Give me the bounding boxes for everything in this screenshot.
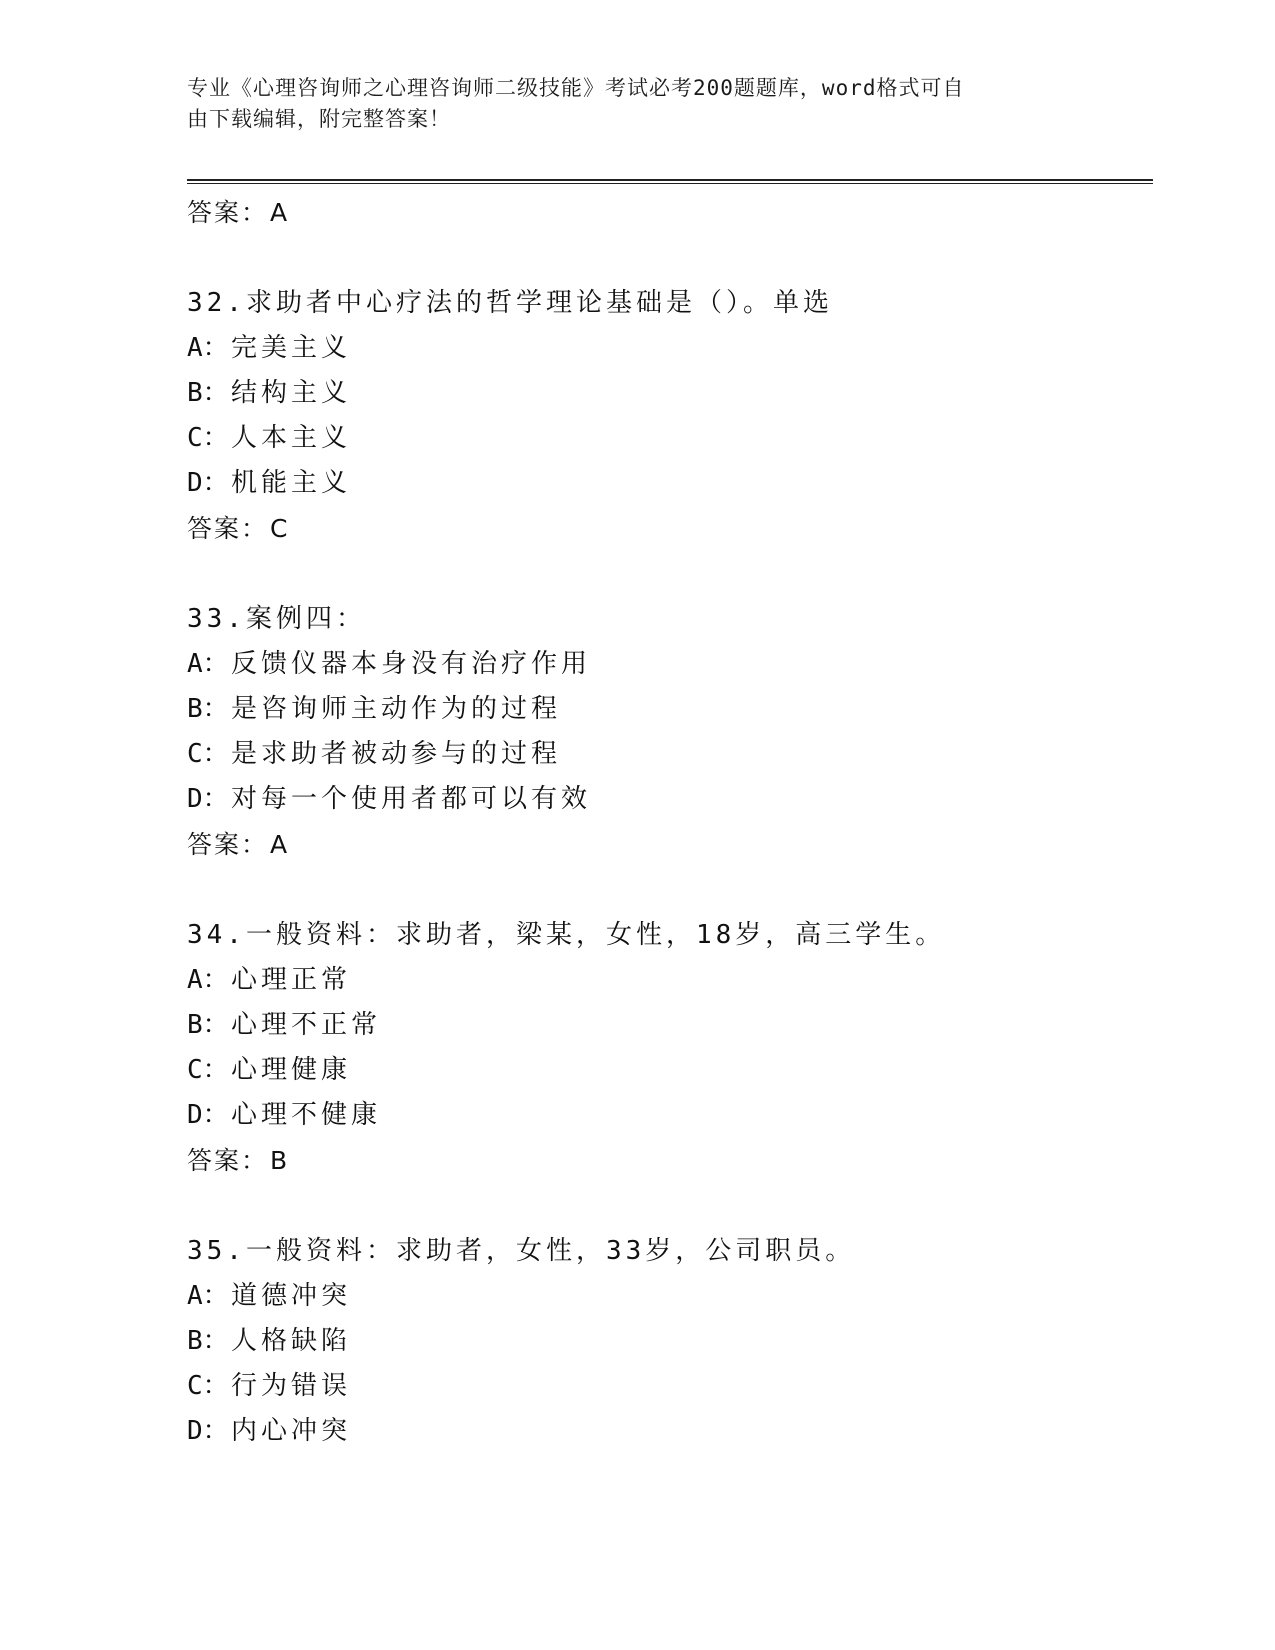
answer-value: A <box>270 198 288 227</box>
option-key: B： <box>187 378 229 408</box>
option-c <box>187 732 1147 777</box>
question-stem: 33.案例四： <box>187 604 366 634</box>
option-d <box>187 461 1147 506</box>
option-b <box>187 687 1147 732</box>
answer-label: 答案： <box>187 198 269 227</box>
option-key: C： <box>187 423 229 453</box>
option-key: C： <box>187 739 229 769</box>
header-line-1: 专业《心理咨询师之心理咨询师二级技能》考试必考200题题库，word格式可自 <box>187 76 965 100</box>
option-a <box>187 1274 1147 1319</box>
option-text: 反馈仪器本身没有治疗作用 <box>231 649 592 679</box>
answer-label: 答案： <box>187 1146 269 1175</box>
document-header <box>187 73 1067 135</box>
option-d <box>187 1409 1147 1454</box>
option-c <box>187 1364 1147 1409</box>
option-a <box>187 326 1147 371</box>
option-key: B： <box>187 1010 229 1040</box>
option-text: 是求助者被动参与的过程 <box>231 739 562 769</box>
question-list <box>187 190 1147 1454</box>
option-text: 行为错误 <box>231 1371 352 1401</box>
option-c <box>187 416 1147 461</box>
answer-label: 答案： <box>187 514 269 543</box>
question-33 <box>187 596 1147 868</box>
option-a <box>187 642 1147 687</box>
answer <box>187 506 1147 552</box>
option-d <box>187 1093 1147 1138</box>
answer-label: 答案： <box>187 830 269 859</box>
option-a <box>187 958 1147 1003</box>
question-35 <box>187 1228 1147 1454</box>
question-32 <box>187 280 1147 552</box>
option-key: B： <box>187 1326 229 1356</box>
option-text: 内心冲突 <box>231 1416 352 1446</box>
option-key: A： <box>187 1281 229 1311</box>
option-text: 心理不正常 <box>231 1010 382 1040</box>
option-b <box>187 1003 1147 1048</box>
option-text: 是咨询师主动作为的过程 <box>231 694 562 724</box>
answer-value: A <box>270 830 288 859</box>
spacer <box>187 552 1147 596</box>
option-key: B： <box>187 694 229 724</box>
question-34 <box>187 912 1147 1184</box>
option-key: D： <box>187 784 229 814</box>
question-stem: 35.一般资料：求助者，女性，33岁，公司职员。 <box>187 1236 856 1266</box>
answer-value: B <box>270 1146 288 1175</box>
option-key: A： <box>187 649 229 679</box>
spacer <box>187 1184 1147 1228</box>
spacer <box>187 236 1147 280</box>
spacer <box>187 868 1147 912</box>
option-text: 机能主义 <box>231 468 352 498</box>
header-line-2: 由下载编辑，附完整答案！ <box>187 107 451 131</box>
option-text: 完美主义 <box>231 333 352 363</box>
option-key: C： <box>187 1371 229 1401</box>
question-stem: 32.求助者中心疗法的哲学理论基础是（）。单选 <box>187 288 833 318</box>
option-text: 人本主义 <box>231 423 352 453</box>
answer <box>187 1138 1147 1184</box>
option-b <box>187 1319 1147 1364</box>
option-key: D： <box>187 1416 229 1446</box>
option-key: A： <box>187 333 229 363</box>
answer <box>187 822 1147 868</box>
option-text: 对每一个使用者都可以有效 <box>231 784 592 814</box>
option-text: 结构主义 <box>231 378 352 408</box>
option-c <box>187 1048 1147 1093</box>
option-key: A： <box>187 965 229 995</box>
header-divider <box>187 179 1153 184</box>
option-key: C： <box>187 1055 229 1085</box>
answer-value: C <box>270 514 288 543</box>
option-key: D： <box>187 468 229 498</box>
option-text: 道德冲突 <box>231 1281 352 1311</box>
option-text: 人格缺陷 <box>231 1326 352 1356</box>
option-d <box>187 777 1147 822</box>
option-text: 心理不健康 <box>231 1100 382 1130</box>
option-text: 心理正常 <box>231 965 352 995</box>
question-stem: 34.一般资料：求助者，梁某，女性，18岁，高三学生。 <box>187 920 946 950</box>
option-text: 心理健康 <box>231 1055 352 1085</box>
option-b <box>187 371 1147 416</box>
answer-31 <box>187 190 1147 236</box>
option-key: D： <box>187 1100 229 1130</box>
